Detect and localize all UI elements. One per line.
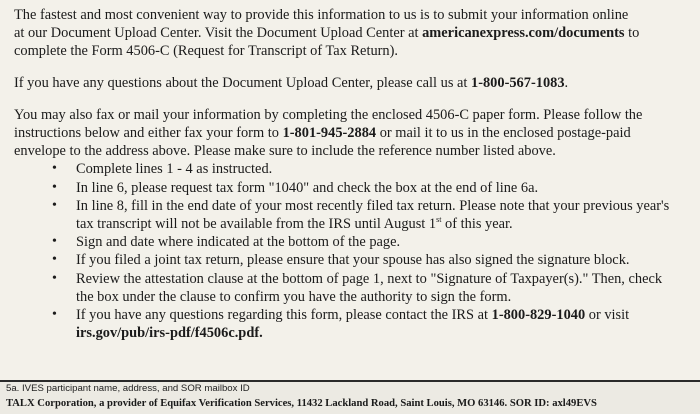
question-end: . [564,74,569,91]
fax-line-2: instructions below and either fax your form to [14,125,283,142]
question-text: If you have any questions about the Document Upload Center, please call us at [14,74,471,91]
form-footer [0,380,700,414]
irs-form-link[interactable]: irs.gov/pub/irs-pdf/f4506c.pdf [76,325,260,342]
upload-line-3: complete the Form 4506-C (Request for Transcript of Tax Return). [14,43,399,60]
list-item [52,197,690,233]
irs-phone[interactable]: 1-800-829-1040 [491,307,586,324]
instruction-text: In line 6, please request tax form "1040" and check the box at the end of line 6a. [76,179,539,196]
bullet-icon: • [52,234,57,250]
upload-line-1: The fastest and most convenient way to provide this information to us is to submit your information online [14,7,629,23]
fax-line-3: envelope to the address above. Please make sure to include the reference number listed above. [14,143,556,160]
ordinal-suffix: st [436,215,442,225]
bullet-icon: • [52,197,57,213]
instruction-text: Review the attestation clause at the bottom of page 1, next to "Signature of Taxpayer(s)." Then, check [76,270,663,287]
instruction-text: Complete lines 1 - 4 as instructed. [76,161,273,178]
fax-line-2-end: or mail it to us in the enclosed postage-paid [376,125,631,142]
instruction-text: If you have any questions regarding this form, please contact the IRS at [76,307,492,324]
fax-line-1: You may also fax or mail your information by completing the enclosed 4506-C paper form. Please follow the [14,106,643,123]
ives-field-label: 5a. IVES participant name, address, and SOR mailbox ID [6,383,250,394]
instruction-text: of this year. [441,216,513,233]
bullet-icon: • [52,179,57,195]
bullet-icon: • [52,270,57,286]
list-item [52,306,690,342]
instruction-text: Sign and date where indicated at the bottom of the page. [76,234,401,251]
list-item [52,233,690,251]
bullet-icon: • [52,161,57,177]
instruction-text: the box under the clause to confirm you have the authority to sign the form. [76,288,512,305]
upload-center-phone[interactable]: 1-800-567-1083 [471,74,565,91]
upload-center-link[interactable]: americanexpress.com/documents [422,25,625,42]
instruction-text: If you filed a joint tax return, please ensure that your spouse has also signed the signature block. [76,252,630,269]
list-item [52,160,690,178]
upload-paragraph [14,6,690,61]
list-item [52,179,690,197]
fax-mail-paragraph [14,106,690,161]
bullet-icon: • [52,307,57,323]
question-paragraph [14,74,690,92]
instruction-text: or visit [585,307,630,324]
instructions-list [14,160,690,342]
instruction-end: . [259,325,263,342]
instruction-text: tax transcript will not be available from the IRS until August 1 [76,216,437,233]
bullet-icon: • [52,252,57,268]
ives-field-value: TALX Corporation, a provider of Equifax Verification Services, 11432 Lackland Road, Saint Louis, MO 63146. SOR ID: axl49EVS [6,398,597,409]
upload-line-2-end: to [624,25,640,42]
list-item [52,251,690,269]
list-item [52,270,690,306]
upload-line-2: at our Document Upload Center. Visit the Document Upload Center at [14,25,423,42]
instruction-text: In line 8, fill in the end date of your most recently filed tax return. Please note that your previous year's [76,197,670,214]
fax-number[interactable]: 1-801-945-2884 [282,125,377,142]
